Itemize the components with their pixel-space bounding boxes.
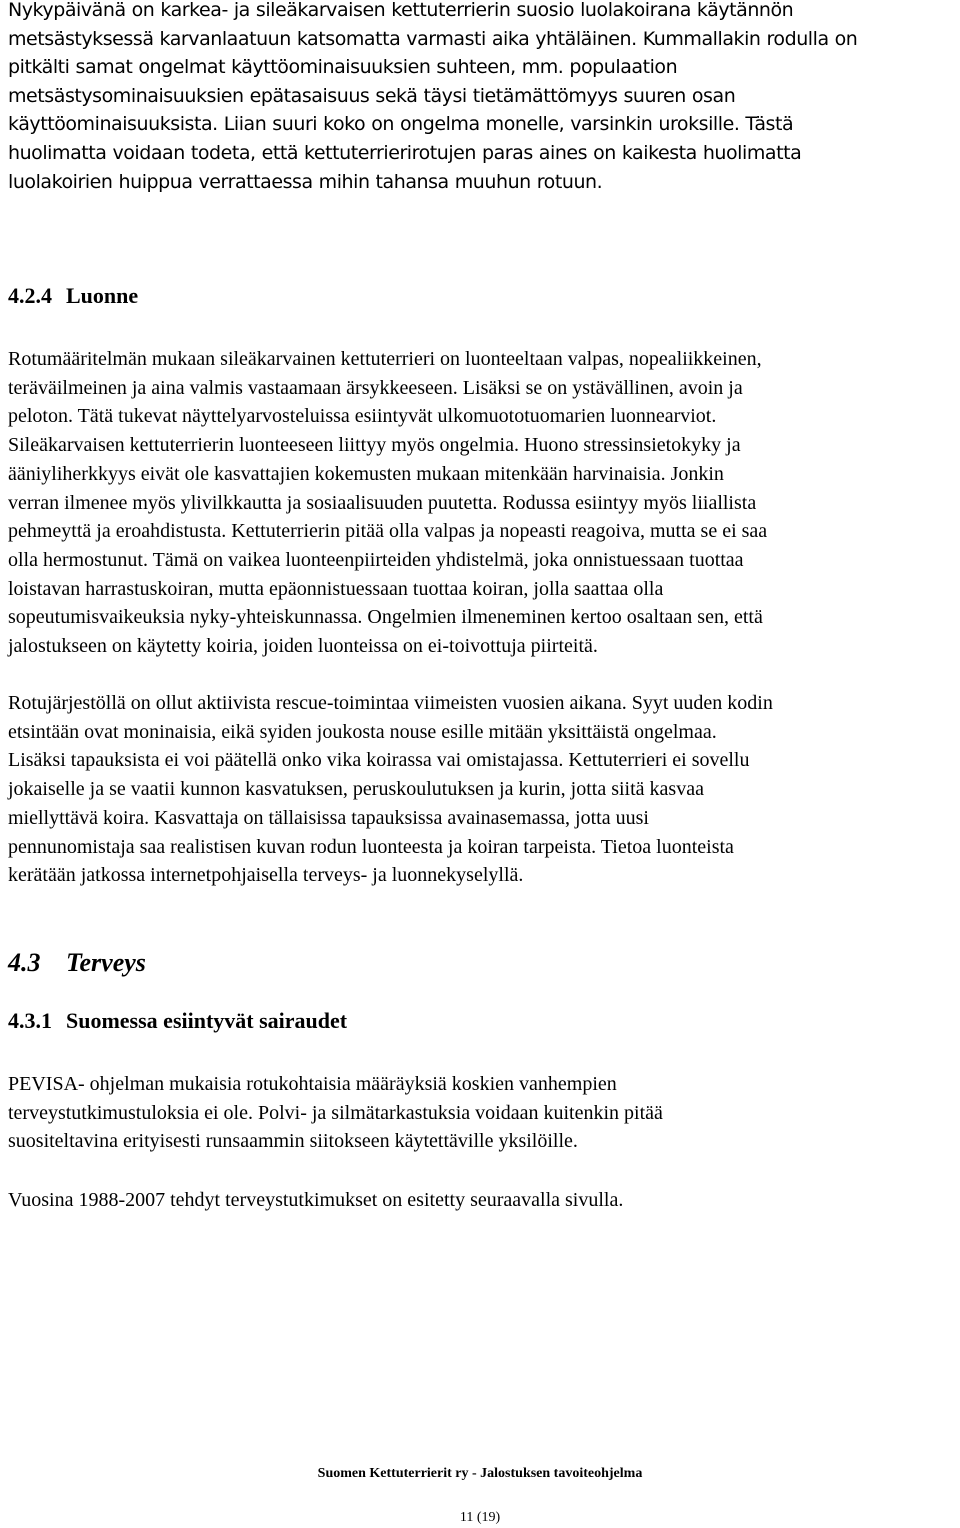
section-heading-luonne — [8, 281, 138, 311]
section-title: Suomessa esiintyvät sairaudet — [66, 1008, 348, 1033]
section-number: 4.2.4 — [8, 283, 52, 308]
luonne-paragraph-1: Rotumääritelmän mukaan sileäkarvainen kettuterrieri on luonteeltaan valpas, nopealiikkeinen, teräväilmeinen ja aina valmis vastaamaan ärsykkeeseen. Lisäksi se on ystävällinen, avoin ja peloton. Tätä tukevat näyttelyarvosteluissa esiintyvät ulkomuototuomarien luonnearviot. Sileäkarvaisen kettuterrierin luonteeseen liittyy myös ongelmia. Huono stressinsietokyky ja ääniyliherkkyys eivät ole kasvattajien kokemusten mukaan mitenkään harvinaisia. Jonkin verran ilmenee myös ylivilkkautta ja sosiaalisuuden puutetta. Rodussa esiintyy myös liiallista pehmeyttä ja eroahdistusta. Kettuterrierin pitää olla valpas ja nopeasti reagoiva, mutta se ei saa olla hermostunut. Tämä on vaikea luonteenpiirteiden yhdistelmä, joka onnistuessaan tuottaa loistavan harrastuskoiran, mutta epäonnistuessaan tuottaa koiran, jolla saattaa olla sopeutumisvaikeuksia nyky-yhteiskunnassa. Ongelmien ilmeneminen kertoo osaltaan sen, että jalostukseen on käytetty koiria, joiden luonteissa on ei-toivottuja piirteitä. — [8, 348, 768, 658]
intro-paragraph: Nykypäivänä on karkea- ja sileäkarvaisen kettuterrierin suosio luolakoirana käytännön metsästyksessä karvanlaatuun katsomatta varmasti aika yhtäläinen. Kummallakin rodulla on pitkälti samat ongelmat käyttöominaisuuksien suhteen, mm. populaation metsästysominaisuuksien epätasaisuus sekä täysi tietämättömyys suuren osan käyttöominaisuuksista. Liian suuri koko on ongelma monelle, varsinkin uroksille. Tästä huolimatta voidaan todeta, että kettuterrierirotujen paras aines on kaikesta huolimatta luolakoirien huippua verrattaessa mihin tahansa muuhun rotuun. — [8, 0, 858, 193]
section-title: Terveys — [66, 948, 146, 977]
sairaudet-paragraph-1: PEVISA- ohjelman mukaisia rotukohtaisia määräyksiä koskien vanhempien terveystutkimustuloksia ei ole. Polvi- ja silmätarkastuksia voidaan kuitenkin pitää suositeltavina erityisesti runsaammin siitokseen käytettäville yksilöille. — [8, 1073, 663, 1153]
section-heading-sairaudet — [8, 1006, 347, 1036]
footer-page-number: 11 (19) — [459, 1510, 501, 1525]
section-number: 4.3.1 — [8, 1008, 52, 1033]
footer-organization: Suomen Kettuterrierit ry - Jalostuksen tavoiteohjelma — [317, 1466, 643, 1481]
section-number: 4.3 — [8, 948, 41, 977]
section-heading-terveys — [8, 946, 146, 980]
sairaudet-paragraph-2: Vuosina 1988-2007 tehdyt terveystutkimukset on esitetty seuraavalla sivulla. — [8, 1189, 624, 1211]
luonne-paragraph-2: Rotujärjestöllä on ollut aktiivista rescue-toimintaa viimeisten vuosien aikana. Syyt uuden kodin etsintään ovat moninaisia, eikä syiden joukosta nouse esille mitään yksittäistä ongelmaa. Lisäksi tapauksista ei voi päätellä onko vika koirassa vai omistajassa. Kettuterrieri ei sovellu jokaiselle ja se vaatii kunnon kasvatuksen, peruskoulutuksen ja kurin, jotta siitä kasvaa miellyttävä koira. Kasvattaja on tällaisissa tapauksissa avainasemassa, jotta uusi pennunomistaja saa realistisen kuvan rodun luonteesta ja koiran tarpeista. Tietoa luonteista kerätään jatkossa internetpohjaisella terveys- ja luonnekyselyllä. — [8, 692, 773, 887]
section-title: Luonne — [66, 283, 139, 308]
